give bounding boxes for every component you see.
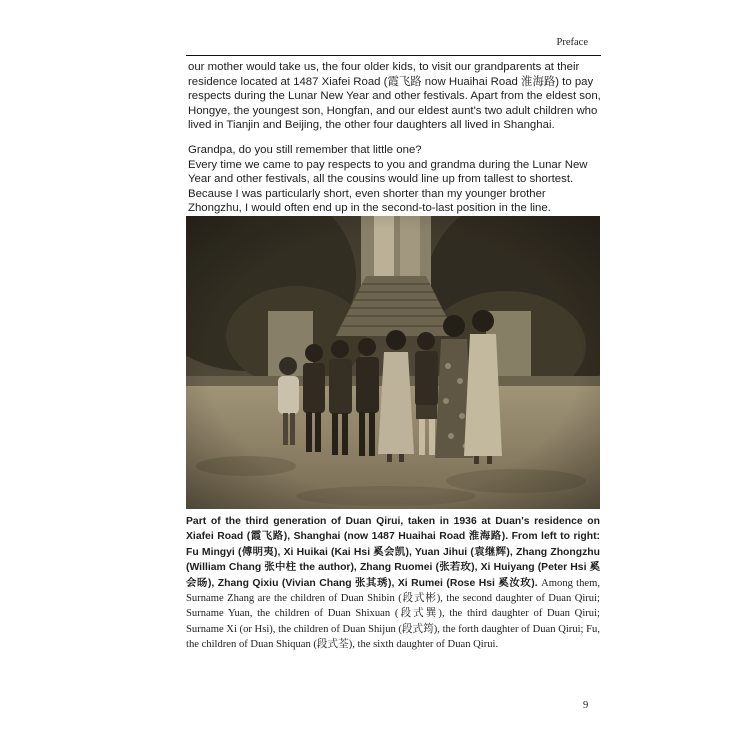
- paragraph-2-line-2: Every time we came to pay respects to you and grandma during the Lunar New Year and other festivals, all the cousins would line up from tallest to shortest. Because I was particularly short, even shorter than my younger brother Zhongzhu, I would often end up in the second-to-last position in the line.: [188, 158, 588, 215]
- running-head: Preface: [556, 37, 588, 48]
- page-number: 9: [583, 700, 589, 711]
- body-paragraph-1: our mother would take us, the four older kids, to visit our grandparents at their residence located at 1487 Xiafei Road (霞飞路 now Huaihai Road 淮海路) to pay respects during the Lunar New Year and other festivals. Apart from the eldest son, Hongye, the youngest son, Hongfan, and our eldest aunt's two adult children who lived in Tianjin and Beijing, the other four daughters all lived in Shanghai.: [188, 61, 601, 132]
- caption-regular-text: Among them, Surname Zhang are the children of Duan Shibin (段式彬), the second daughter of Duan Qirui; Surname Yuan, the children of Duan Shixuan (段式巽), the third daughter of Duan Qirui; Surname Xi (or Hsi), the children of Duan Shijun (段式筠), the forth daughter of Duan Qirui; Fu, the children of Duan Shiquan (段式荃), the sixth daughter of Duan Qirui.: [186, 577, 601, 651]
- caption-bold-text: Part of the third generation of Duan Qirui, taken in 1936 at Duan's residence on Xiafei Road (霞飞路), Shanghai (now 1487 Huaihai Road 淮海路). From left to right: Fu Mingyi (傅明夷), Xi Huikai (Kai Hsi 奚会凯), Yuan Jihui (袁继辉), Zhang Zhongzhu (William Chang 张中柱 the author), Zhang Ruomei (张若玫), Xi Huiyang (Peter Hsi 奚会旸), Zhang Qixiu (Vivian Chang 张其琇), Xi Rumei (Rose Hsi 奚汝玫).: [186, 516, 600, 589]
- family-photo: [186, 216, 600, 509]
- photo-caption: [186, 514, 600, 653]
- body-paragraph-2: [188, 143, 602, 216]
- paragraph-2-line-1: Grandpa, do you still remember that little one?: [188, 144, 422, 156]
- family-photo-illustration: [186, 216, 600, 509]
- header-rule: [186, 55, 601, 56]
